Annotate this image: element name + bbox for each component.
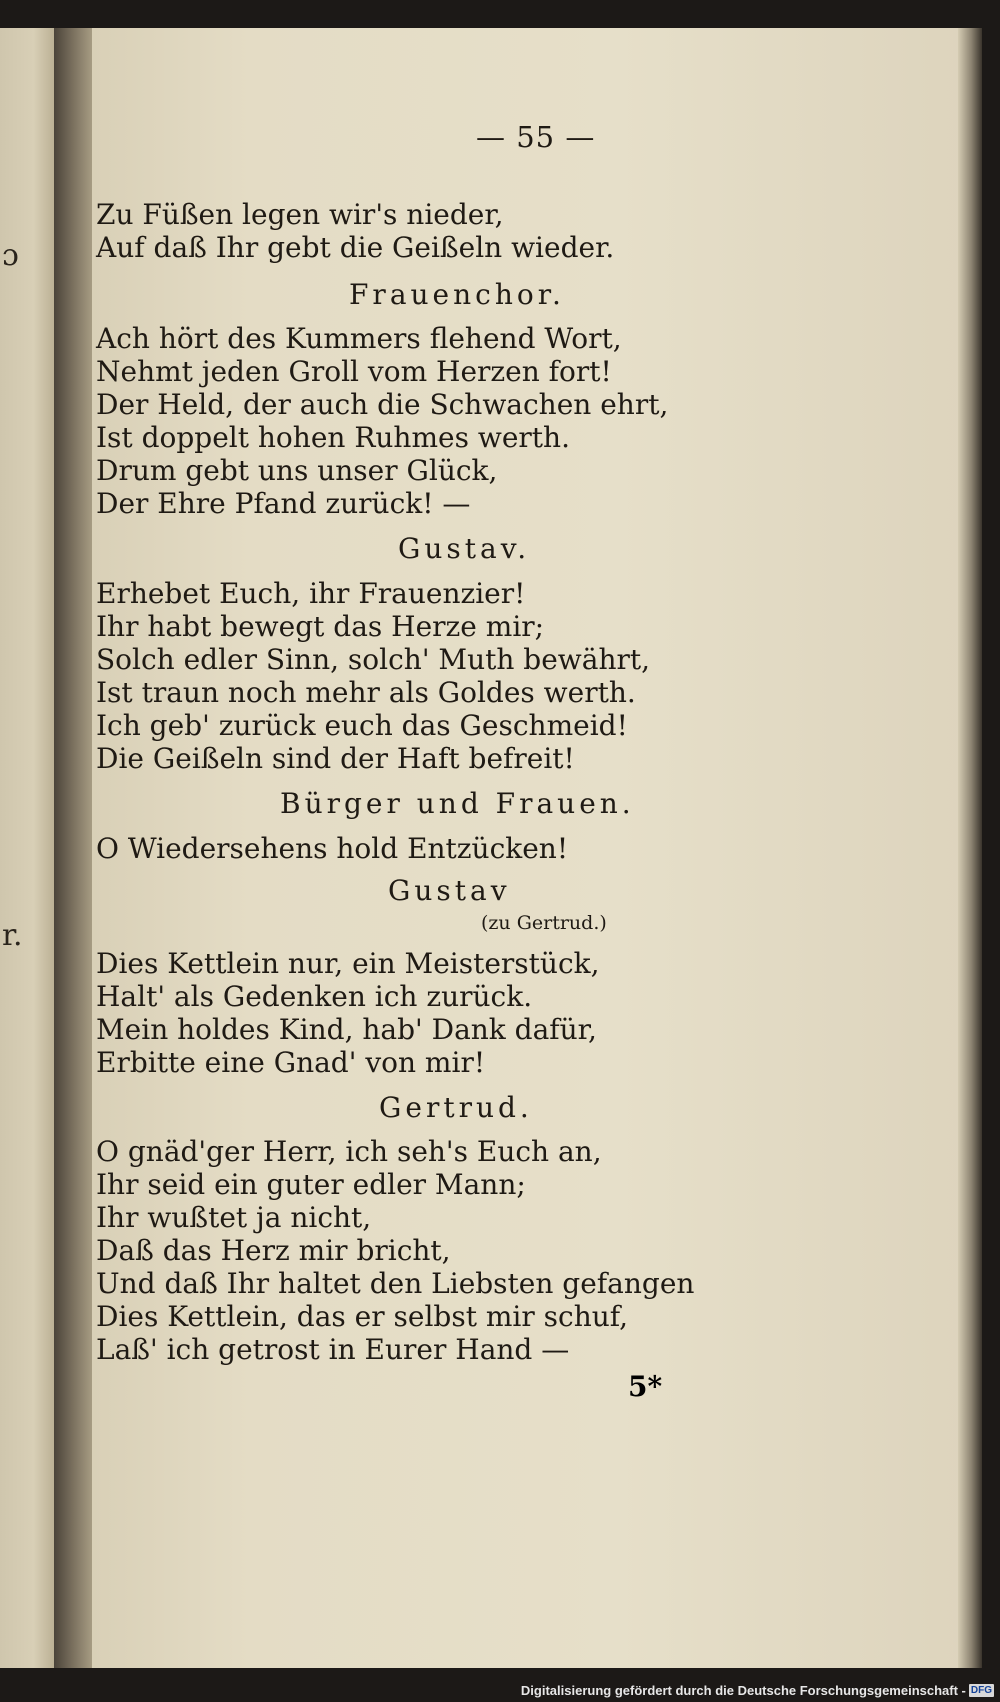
stage-direction: (zu Gertrud.) [481,912,607,934]
text-line: O gnäd'ger Herr, ich seh's Euch an, [96,1135,602,1168]
text-line: Der Ehre Pfand zurück! — [96,487,471,520]
text-line: Ihr habt bewegt das Herze mir; [96,610,545,643]
text-line: Ist doppelt hohen Ruhmes werth. [96,421,570,454]
speaker-heading: Frauenchor. [349,278,565,311]
text-line: Erbitte eine Gnad' von mir! [96,1046,486,1079]
text-line: Ach hört des Kummers flehend Wort, [96,322,622,355]
text-line: Und daß Ihr haltet den Liebsten gefangen [96,1267,695,1300]
left-page-fragment: r. [2,918,23,953]
text-line: Nehmt jeden Groll vom Herzen fort! [96,355,612,388]
text-line: O Wiedersehens hold Entzücken! [96,832,569,865]
page-edge-shadow [958,28,982,1668]
text-line: Zu Füßen legen wir's nieder, [96,198,504,231]
speaker-heading: Gertrud. [379,1091,533,1124]
text-line: Dies Kettlein nur, ein Meisterstück, [96,947,600,980]
text-line: Der Held, der auch die Schwachen ehrt, [96,388,669,421]
speaker-heading: Gustav [388,874,511,907]
page-number: — 55 — [476,120,596,154]
speaker-heading: Bürger und Frauen. [280,787,635,820]
text-line: Solch edler Sinn, solch' Muth bewährt, [96,643,651,676]
text-line: Die Geißeln sind der Haft befreit! [96,742,575,775]
text-line: Drum gebt uns unser Glück, [96,454,498,487]
text-line: Halt' als Gedenken ich zurück. [96,980,533,1013]
footer-text: Digitalisierung gefördert durch die Deutsche Forschungsgemeinschaft - [520,1683,966,1698]
text-line: Ihr seid ein guter edler Mann; [96,1168,526,1201]
text-line: Daß das Herz mir bricht, [96,1234,451,1267]
signature-mark: 5* [628,1370,663,1403]
text-line: Mein holdes Kind, hab' Dank dafür, [96,1013,597,1046]
book-gutter [54,28,96,1668]
left-page-fragment: ɔ [2,238,19,273]
dfg-logo-icon: DFG [970,1685,992,1696]
left-page-edge [0,28,56,1668]
text-line: Auf daß Ihr gebt die Geißeln wieder. [96,231,615,264]
text-line: Dies Kettlein, das er selbst mir schuf, [96,1300,629,1333]
speaker-heading: Gustav. [398,532,531,565]
text-line: Ich geb' zurück euch das Geschmeid! [96,709,628,742]
text-line: Ist traun noch mehr als Goldes werth. [96,676,636,709]
digitization-footer [521,1683,994,1698]
text-line: Ihr wußtet ja nicht, [96,1201,372,1234]
text-line: Erhebet Euch, ihr Frauenzier! [96,577,526,610]
text-line: Laß' ich getrost in Eurer Hand — [96,1333,570,1366]
